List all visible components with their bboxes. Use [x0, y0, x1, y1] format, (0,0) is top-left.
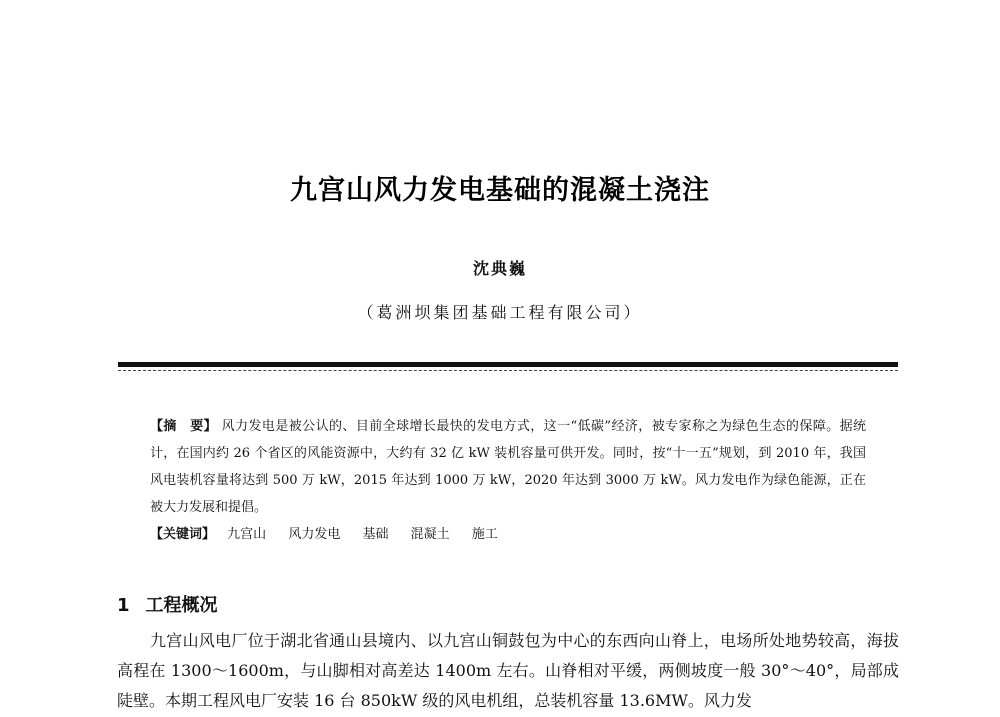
- keyword-item: 九宫山: [227, 527, 267, 542]
- abstract-block: [150, 413, 866, 521]
- header-rule-thick: [118, 362, 898, 367]
- author-name: 沈典巍: [472, 259, 527, 278]
- section-heading: [117, 591, 218, 617]
- author-affiliation: （葛洲坝集团基础工程有限公司）: [357, 303, 643, 322]
- abstract-label: 【摘 要】: [150, 419, 218, 434]
- section-title: 工程概况: [145, 595, 218, 616]
- keyword-item: 混凝土: [410, 527, 450, 542]
- section-number: 1: [117, 595, 130, 616]
- paper-title: 九宫山风力发电基础的混凝土浇注: [290, 175, 710, 206]
- keywords-block: [150, 521, 866, 548]
- keyword-item: 基础: [362, 527, 389, 542]
- section-body-paragraph: 九宫山风电厂位于湖北省通山县境内、以九宫山铜鼓包为中心的东西向山脊上，电场所处地势较高，海拔高程在 1300～1600m，与山脚相对高差达 1400m 左右。山脊相对平缓，两侧坡度一般 30°～40°，局部成陡壁。本期工程风电厂安装 16 台 850kW 级的风电机组，总装机容量 13.6MW。风力发: [117, 631, 899, 710]
- abstract-text: 风力发电是被公认的、目前全球增长最快的发电方式，这一“低碳”经济，被专家称之为绿色生态的保障。据统计，在国内约 26 个省区的风能资源中，大约有 32 亿 kW 装机容量可供开发。同时，按“十一五”规划，到 2010 年，我国风电装机容量将达到 500 万 kW，2015 年达到 1000 万 kW，2020 年达到 3000 万 kW。风力发电作为绿色能源，正在被大力发展和提倡。: [150, 419, 866, 515]
- keyword-item: 施工: [471, 527, 498, 542]
- keywords-label: 【关键词】: [150, 527, 216, 542]
- keyword-item: 风力发电: [288, 527, 341, 542]
- header-rule-thin: [118, 370, 898, 371]
